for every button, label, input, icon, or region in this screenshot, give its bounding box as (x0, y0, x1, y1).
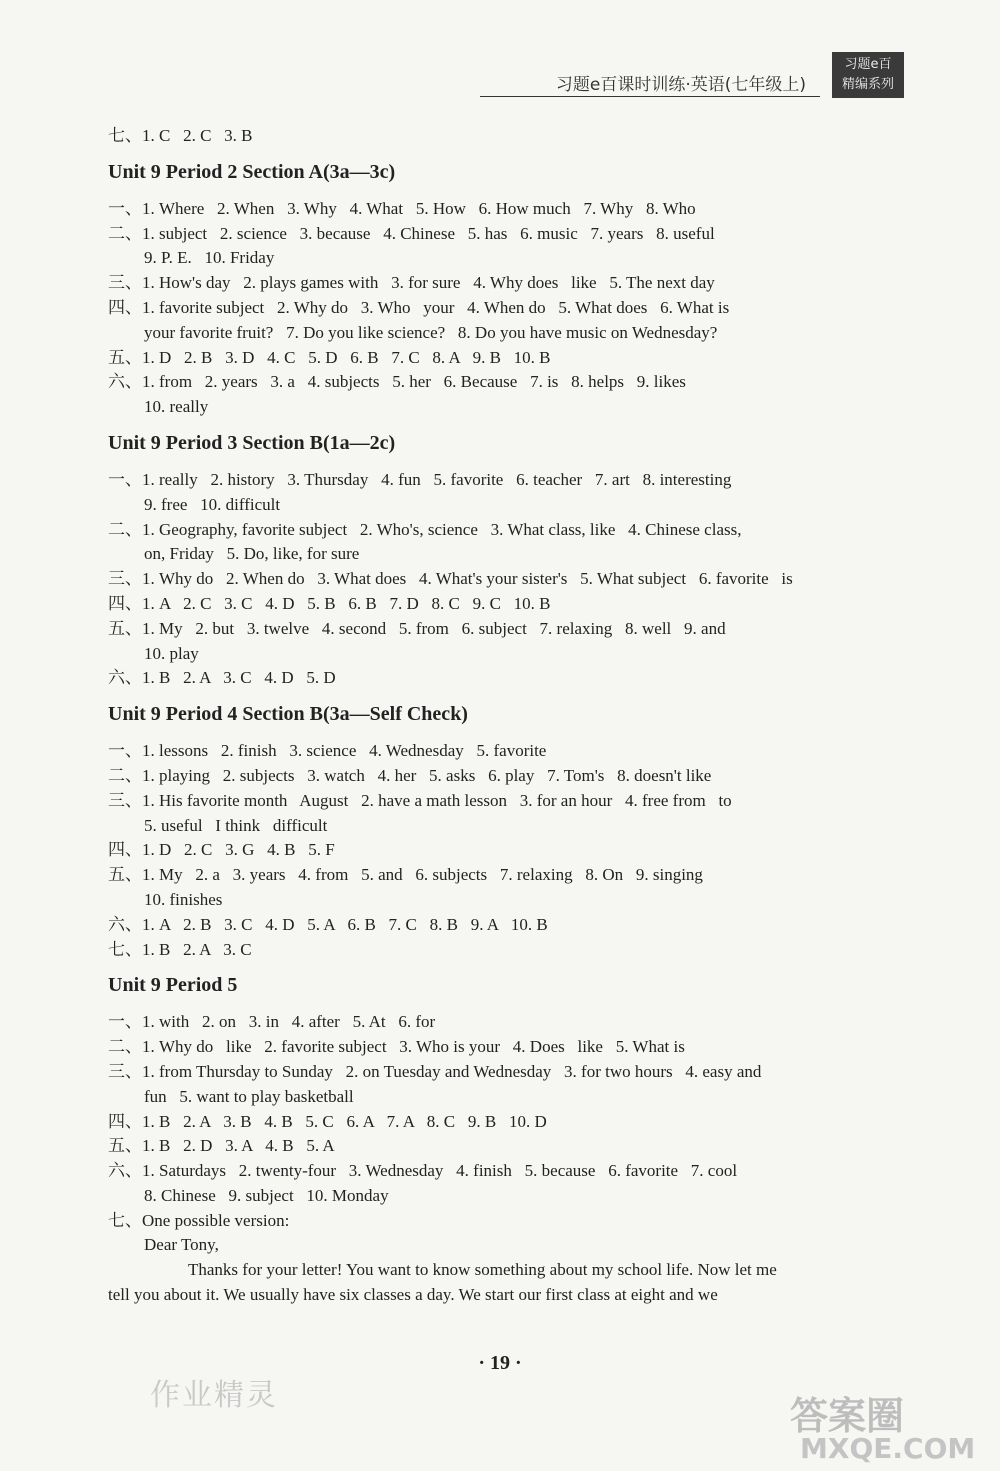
page-number: · 19 · (478, 1352, 522, 1374)
answer-line: 二、1. Geography, favorite subject 2. Who's, science 3. What class, like 4. Chinese class, (108, 519, 742, 539)
watermark-url: MXQE.COM (800, 1432, 976, 1465)
answer-line: Thanks for your letter! You want to know something about my school life. Now let me (188, 1260, 777, 1280)
answer-line: 七、1. B 2. A 3. C (108, 939, 252, 959)
answer-line: Dear Tony, (144, 1235, 219, 1255)
answer-line: 二、1. subject 2. science 3. because 4. Chinese 5. has 6. music 7. years 8. useful (108, 223, 715, 243)
answer-line: 10. finishes (144, 889, 223, 909)
answer-line: 四、1. D 2. C 3. G 4. B 5. F (108, 840, 335, 860)
series-badge-line2: 精编系列 (841, 77, 894, 92)
section-title: Unit 9 Period 5 (108, 974, 238, 997)
answer-line: 六、1. Saturdays 2. twenty-four 3. Wednesday 4. finish 5. because 6. favorite 7. cool (108, 1161, 738, 1181)
answer-line: 一、1. really 2. history 3. Thursday 4. fun 5. favorite 6. teacher 7. art 8. interesting (108, 469, 732, 489)
answer-line: 三、1. Why do 2. When do 3. What does 4. What's your sister's 5. What subject 6. favorite is (108, 569, 793, 589)
answer-key-content (108, 124, 908, 1308)
answer-line: 10. really (144, 397, 209, 417)
answer-line: 五、1. My 2. a 3. years 4. from 5. and 6. subjects 7. relaxing 8. On 9. singing (108, 865, 703, 885)
answer-line: 四、1. A 2. C 3. C 4. D 5. B 6. B 7. D 8. C 9. C 10. B (108, 593, 551, 613)
answer-line: 五、1. D 2. B 3. D 4. C 5. D 6. B 7. C 8. A 9. B 10. B (108, 347, 551, 367)
running-header (480, 66, 820, 97)
answer-line: 六、1. A 2. B 3. C 4. D 5. A 6. B 7. C 8. B 9. A 10. B (108, 914, 548, 934)
answer-line: 七、1. C 2. C 3. B (108, 126, 253, 145)
answer-line: 一、1. with 2. on 3. in 4. after 5. At 6. for (108, 1012, 436, 1032)
answer-line: 六、1. B 2. A 3. C 4. D 5. D (108, 668, 336, 688)
answer-line: tell you about it. We usually have six classes a day. We start our first class at eight and we (108, 1285, 718, 1305)
answer-line: 二、1. playing 2. subjects 3. watch 4. her 5. asks 6. play 7. Tom's 8. doesn't like (108, 765, 712, 785)
answer-line: 三、1. from Thursday to Sunday 2. on Tuesday and Wednesday 3. for two hours 4. easy and (108, 1061, 762, 1081)
watermark-right: 答案圈 (790, 1394, 905, 1438)
header-title: 习题e百课时训练·英语(七年级上) (555, 75, 806, 95)
answer-line: 二、1. Why do like 2. favorite subject 3. Who is your 4. Does like 5. What is (108, 1037, 685, 1057)
section-title: Unit 9 Period 2 Section A(3a—3c) (108, 160, 396, 183)
answer-line: 10. play (144, 643, 199, 663)
answer-line: on, Friday 5. Do, like, for sure (144, 544, 360, 564)
watermark-left: 作业精灵 (150, 1378, 278, 1413)
answer-line: 5. useful I think difficult (144, 815, 328, 835)
answer-line: 三、1. His favorite month August 2. have a math lesson 3. for an hour 4. free from to (108, 790, 732, 810)
answer-line: 8. Chinese 9. subject 10. Monday (144, 1185, 389, 1205)
answer-line: 七、One possible version: (108, 1210, 290, 1230)
series-badge (832, 52, 904, 98)
answer-line: 一、1. Where 2. When 3. Why 4. What 5. How 6. How much 7. Why 8. Who (108, 198, 696, 218)
answer-line: 一、1. lessons 2. finish 3. science 4. Wednesday 5. favorite (108, 741, 547, 761)
answer-line: your favorite fruit? 7. Do you like science? 8. Do you have music on Wednesday? (144, 322, 718, 342)
answer-line: 四、1. favorite subject 2. Why do 3. Who your 4. When do 5. What does 6. What is (108, 297, 730, 317)
answer-line: 六、1. from 2. years 3. a 4. subjects 5. her 6. Because 7. is 8. helps 9. likes (108, 372, 686, 392)
answer-line: 五、1. My 2. but 3. twelve 4. second 5. from 6. subject 7. relaxing 8. well 9. and (108, 618, 726, 638)
answer-line: 三、1. How's day 2. plays games with 3. for sure 4. Why does like 5. The next day (108, 273, 715, 293)
answer-line: 9. free 10. difficult (144, 494, 281, 514)
answer-line: 五、1. B 2. D 3. A 4. B 5. A (108, 1136, 335, 1156)
answer-line: 9. P. E. 10. Friday (144, 248, 275, 268)
section-title: Unit 9 Period 3 Section B(1a—2c) (108, 431, 396, 454)
series-badge-line1: 习题e百 (844, 57, 892, 72)
answer-line: 四、1. B 2. A 3. B 4. B 5. C 6. A 7. A 8. C 9. B 10. D (108, 1111, 547, 1131)
answer-line: fun 5. want to play basketball (144, 1086, 354, 1106)
section-title: Unit 9 Period 4 Section B(3a—Self Check) (108, 703, 468, 726)
